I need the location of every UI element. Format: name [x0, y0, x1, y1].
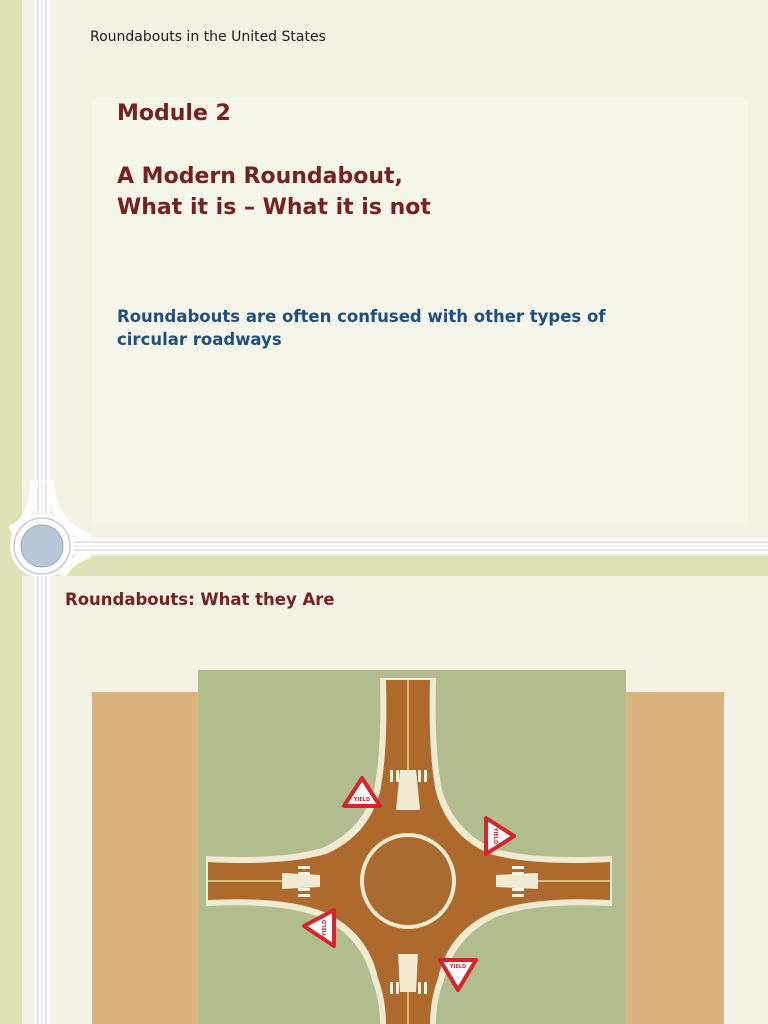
central-island [364, 837, 452, 925]
roundabout-diagram [92, 670, 724, 1024]
svg-text:YIELD: YIELD [449, 964, 467, 970]
splitter-island-south [398, 954, 418, 992]
slide-subtitle: A Modern Roundabout, What it is – What it is not [117, 164, 431, 220]
module-title: Module 2 [117, 101, 231, 126]
splitter-island-west [282, 873, 320, 889]
presentation-header: Roundabouts in the United States [90, 29, 326, 45]
lead-text: Roundabouts are often confused with other types of circular roadways [117, 307, 606, 349]
svg-text:YIELD: YIELD [353, 797, 371, 803]
svg-text:YIELD: YIELD [492, 827, 498, 845]
splitter-island-north [396, 770, 420, 810]
land-parcel-right [626, 692, 724, 1024]
slide-title: Roundabouts: What they Are [65, 590, 335, 609]
what-they-are-slide [0, 576, 768, 1024]
svg-text:YIELD: YIELD [322, 919, 328, 937]
splitter-island-east [496, 873, 538, 889]
land-parcel-left [92, 692, 198, 1024]
